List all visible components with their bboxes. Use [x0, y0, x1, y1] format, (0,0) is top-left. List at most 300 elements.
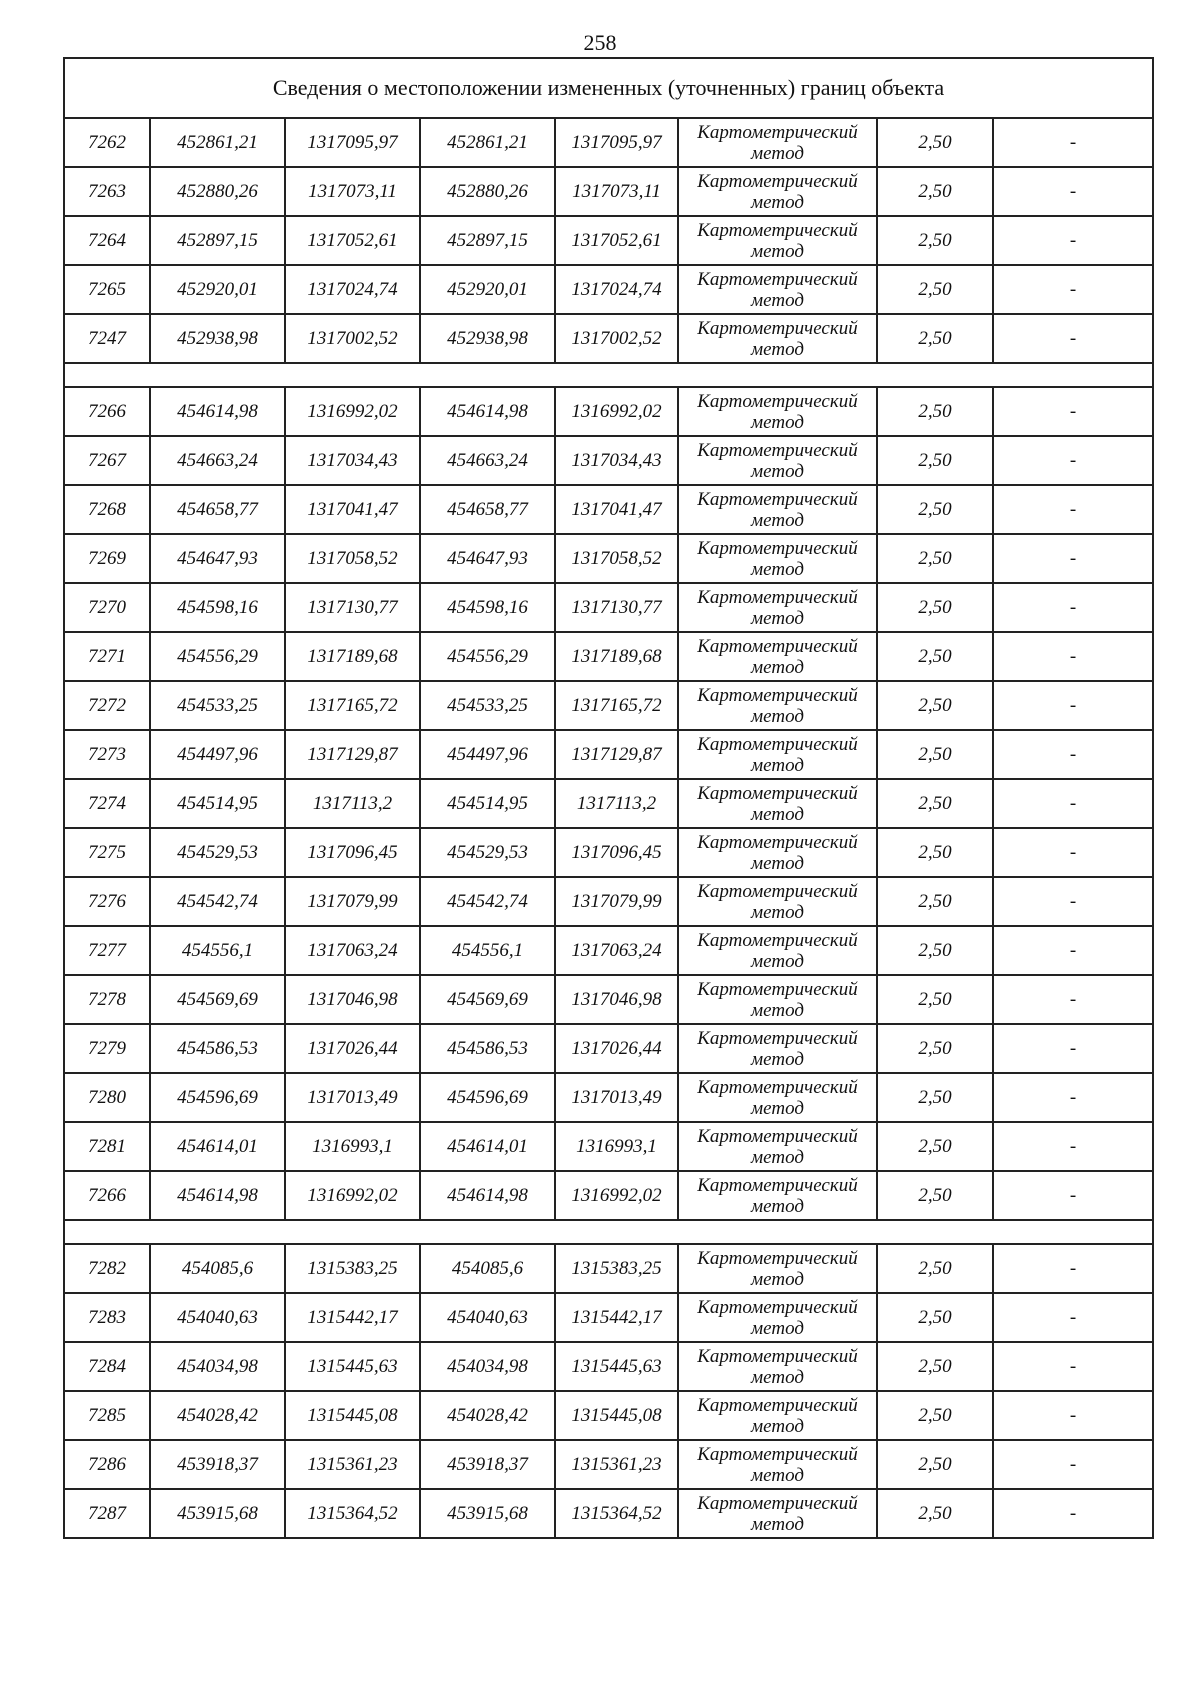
- x-new-cell: 454596,69: [420, 1073, 555, 1122]
- method-cell: [678, 1073, 877, 1122]
- y-existing-cell: 1315361,23: [285, 1440, 420, 1489]
- description-cell: -: [993, 1342, 1153, 1391]
- method-word: Картометрический: [697, 1027, 858, 1049]
- y-new-cell: 1315445,08: [555, 1391, 678, 1440]
- point-number-cell: 7277: [64, 926, 150, 975]
- y-existing-cell: 1317095,97: [285, 118, 420, 167]
- table-row: [64, 1244, 1153, 1293]
- point-number-cell: 7287: [64, 1489, 150, 1538]
- method-word: Картометрический: [697, 439, 858, 461]
- x-existing-cell: 454040,63: [150, 1293, 285, 1342]
- contour-separator-row: [64, 1220, 1153, 1244]
- y-existing-cell: 1317113,2: [285, 779, 420, 828]
- method-cell: [678, 1293, 877, 1342]
- method-cell: [678, 1171, 877, 1220]
- x-existing-cell: 452861,21: [150, 118, 285, 167]
- method-word: метод: [751, 950, 804, 972]
- x-new-cell: 454614,98: [420, 1171, 555, 1220]
- accuracy-cell: 2,50: [877, 387, 993, 436]
- table-row: [64, 730, 1153, 779]
- method-cell: [678, 534, 877, 583]
- x-new-cell: 454647,93: [420, 534, 555, 583]
- accuracy-cell: 2,50: [877, 681, 993, 730]
- method-word: Картометрический: [697, 268, 858, 290]
- y-new-cell: 1316993,1: [555, 1122, 678, 1171]
- method-word: метод: [751, 1415, 804, 1437]
- method-cell: [678, 387, 877, 436]
- description-cell: -: [993, 1073, 1153, 1122]
- y-existing-cell: 1316992,02: [285, 387, 420, 436]
- table-body: [64, 58, 1153, 1538]
- method-cell: [678, 436, 877, 485]
- accuracy-cell: 2,50: [877, 1293, 993, 1342]
- table-row: [64, 1440, 1153, 1489]
- method-cell: [678, 583, 877, 632]
- method-word: метод: [751, 1195, 804, 1217]
- method-word: метод: [751, 509, 804, 531]
- table-row: [64, 387, 1153, 436]
- description-cell: -: [993, 436, 1153, 485]
- x-new-cell: 454034,98: [420, 1342, 555, 1391]
- table-row: [64, 1171, 1153, 1220]
- method-cell: [678, 1024, 877, 1073]
- description-cell: -: [993, 1024, 1153, 1073]
- table-row: [64, 681, 1153, 730]
- contour-separator: [64, 1220, 1153, 1244]
- description-cell: -: [993, 975, 1153, 1024]
- y-new-cell: 1316992,02: [555, 387, 678, 436]
- method-word: Картометрический: [697, 684, 858, 706]
- x-existing-cell: 453918,37: [150, 1440, 285, 1489]
- y-new-cell: 1315442,17: [555, 1293, 678, 1342]
- method-word: метод: [751, 852, 804, 874]
- point-number-cell: 7276: [64, 877, 150, 926]
- method-word: метод: [751, 411, 804, 433]
- y-existing-cell: 1317189,68: [285, 632, 420, 681]
- y-existing-cell: 1317079,99: [285, 877, 420, 926]
- y-existing-cell: 1317052,61: [285, 216, 420, 265]
- point-number-cell: 7266: [64, 387, 150, 436]
- method-cell: [678, 314, 877, 363]
- method-word: Картометрический: [697, 1394, 858, 1416]
- method-word: Картометрический: [697, 978, 858, 1000]
- x-new-cell: 454497,96: [420, 730, 555, 779]
- point-number-cell: 7265: [64, 265, 150, 314]
- method-cell: [678, 681, 877, 730]
- y-existing-cell: 1317058,52: [285, 534, 420, 583]
- point-number-cell: 7278: [64, 975, 150, 1024]
- method-word: Картометрический: [697, 170, 858, 192]
- point-number-cell: 7272: [64, 681, 150, 730]
- method-word: Картометрический: [697, 929, 858, 951]
- y-new-cell: 1317165,72: [555, 681, 678, 730]
- table-row: [64, 314, 1153, 363]
- y-existing-cell: 1317002,52: [285, 314, 420, 363]
- x-existing-cell: 454614,98: [150, 1171, 285, 1220]
- description-cell: -: [993, 1293, 1153, 1342]
- x-existing-cell: 454028,42: [150, 1391, 285, 1440]
- point-number-cell: 7283: [64, 1293, 150, 1342]
- description-cell: -: [993, 828, 1153, 877]
- method-word: Картометрический: [697, 1345, 858, 1367]
- x-existing-cell: 454533,25: [150, 681, 285, 730]
- x-new-cell: 454614,98: [420, 387, 555, 436]
- method-cell: [678, 828, 877, 877]
- x-new-cell: 452897,15: [420, 216, 555, 265]
- y-existing-cell: 1316993,1: [285, 1122, 420, 1171]
- point-number-cell: 7264: [64, 216, 150, 265]
- table-row: [64, 828, 1153, 877]
- y-new-cell: 1317095,97: [555, 118, 678, 167]
- y-existing-cell: 1317026,44: [285, 1024, 420, 1073]
- y-existing-cell: 1317063,24: [285, 926, 420, 975]
- x-new-cell: 454556,1: [420, 926, 555, 975]
- method-cell: [678, 1122, 877, 1171]
- method-word: метод: [751, 1366, 804, 1388]
- method-word: Картометрический: [697, 880, 858, 902]
- method-word: Картометрический: [697, 1296, 858, 1318]
- accuracy-cell: 2,50: [877, 926, 993, 975]
- description-cell: -: [993, 265, 1153, 314]
- y-new-cell: 1317073,11: [555, 167, 678, 216]
- method-cell: [678, 1244, 877, 1293]
- x-existing-cell: 453915,68: [150, 1489, 285, 1538]
- point-number-cell: 7282: [64, 1244, 150, 1293]
- x-new-cell: 454598,16: [420, 583, 555, 632]
- table-row: [64, 1024, 1153, 1073]
- accuracy-cell: 2,50: [877, 167, 993, 216]
- point-number-cell: 7271: [64, 632, 150, 681]
- description-cell: -: [993, 877, 1153, 926]
- method-word: метод: [751, 289, 804, 311]
- accuracy-cell: 2,50: [877, 265, 993, 314]
- x-existing-cell: 454614,98: [150, 387, 285, 436]
- x-new-cell: 454586,53: [420, 1024, 555, 1073]
- method-cell: [678, 779, 877, 828]
- table-row: [64, 1293, 1153, 1342]
- y-new-cell: 1317096,45: [555, 828, 678, 877]
- method-word: метод: [751, 901, 804, 923]
- method-word: метод: [751, 656, 804, 678]
- x-existing-cell: 454514,95: [150, 779, 285, 828]
- x-new-cell: 454514,95: [420, 779, 555, 828]
- accuracy-cell: 2,50: [877, 1122, 993, 1171]
- method-word: Картометрический: [697, 831, 858, 853]
- x-new-cell: 454542,74: [420, 877, 555, 926]
- x-existing-cell: 454598,16: [150, 583, 285, 632]
- y-new-cell: 1315445,63: [555, 1342, 678, 1391]
- point-number-cell: 7285: [64, 1391, 150, 1440]
- y-new-cell: 1317024,74: [555, 265, 678, 314]
- method-word: Картометрический: [697, 635, 858, 657]
- method-cell: [678, 926, 877, 975]
- x-new-cell: 452880,26: [420, 167, 555, 216]
- y-new-cell: 1317113,2: [555, 779, 678, 828]
- y-new-cell: 1315364,52: [555, 1489, 678, 1538]
- y-existing-cell: 1317034,43: [285, 436, 420, 485]
- y-new-cell: 1317041,47: [555, 485, 678, 534]
- method-word: метод: [751, 142, 804, 164]
- table-row: [64, 632, 1153, 681]
- method-cell: [678, 118, 877, 167]
- method-word: Картометрический: [697, 1174, 858, 1196]
- accuracy-cell: 2,50: [877, 877, 993, 926]
- table-row: [64, 1073, 1153, 1122]
- method-cell: [678, 632, 877, 681]
- x-existing-cell: 454647,93: [150, 534, 285, 583]
- y-new-cell: 1317002,52: [555, 314, 678, 363]
- method-word: метод: [751, 1097, 804, 1119]
- description-cell: -: [993, 387, 1153, 436]
- y-new-cell: 1317052,61: [555, 216, 678, 265]
- method-cell: [678, 975, 877, 1024]
- x-new-cell: 454533,25: [420, 681, 555, 730]
- y-new-cell: 1317063,24: [555, 926, 678, 975]
- x-existing-cell: 452897,15: [150, 216, 285, 265]
- point-number-cell: 7269: [64, 534, 150, 583]
- method-word: метод: [751, 1268, 804, 1290]
- contour-separator-row: [64, 363, 1153, 387]
- y-new-cell: 1315361,23: [555, 1440, 678, 1489]
- x-existing-cell: 454596,69: [150, 1073, 285, 1122]
- x-new-cell: 454085,6: [420, 1244, 555, 1293]
- x-existing-cell: 454529,53: [150, 828, 285, 877]
- method-word: Картометрический: [697, 782, 858, 804]
- point-number-cell: 7284: [64, 1342, 150, 1391]
- description-cell: -: [993, 1489, 1153, 1538]
- method-word: метод: [751, 460, 804, 482]
- y-existing-cell: 1315445,63: [285, 1342, 420, 1391]
- description-cell: -: [993, 485, 1153, 534]
- table-row: [64, 926, 1153, 975]
- x-existing-cell: 454556,29: [150, 632, 285, 681]
- accuracy-cell: 2,50: [877, 216, 993, 265]
- y-existing-cell: 1315442,17: [285, 1293, 420, 1342]
- method-word: метод: [751, 705, 804, 727]
- method-word: метод: [751, 1317, 804, 1339]
- point-number-cell: 7262: [64, 118, 150, 167]
- description-cell: -: [993, 926, 1153, 975]
- table-row: [64, 265, 1153, 314]
- method-word: метод: [751, 1048, 804, 1070]
- x-new-cell: 454040,63: [420, 1293, 555, 1342]
- accuracy-cell: 2,50: [877, 436, 993, 485]
- y-new-cell: 1317046,98: [555, 975, 678, 1024]
- method-word: метод: [751, 240, 804, 262]
- description-cell: -: [993, 216, 1153, 265]
- y-existing-cell: 1317013,49: [285, 1073, 420, 1122]
- table-row: [64, 975, 1153, 1024]
- y-existing-cell: 1316992,02: [285, 1171, 420, 1220]
- table-title: Сведения о местоположении измененных (уточненных) границ объекта: [64, 58, 1153, 118]
- method-word: Картометрический: [697, 121, 858, 143]
- x-existing-cell: 454569,69: [150, 975, 285, 1024]
- point-number-cell: 7263: [64, 167, 150, 216]
- point-number-cell: 7275: [64, 828, 150, 877]
- x-existing-cell: 454658,77: [150, 485, 285, 534]
- method-cell: [678, 485, 877, 534]
- x-new-cell: 454569,69: [420, 975, 555, 1024]
- x-existing-cell: 452920,01: [150, 265, 285, 314]
- x-new-cell: 454529,53: [420, 828, 555, 877]
- description-cell: -: [993, 534, 1153, 583]
- table-row: [64, 877, 1153, 926]
- table-row: [64, 1489, 1153, 1538]
- method-word: Картометрический: [697, 1076, 858, 1098]
- accuracy-cell: 2,50: [877, 1073, 993, 1122]
- y-new-cell: 1317058,52: [555, 534, 678, 583]
- description-cell: -: [993, 1244, 1153, 1293]
- table-row: [64, 534, 1153, 583]
- x-existing-cell: 454085,6: [150, 1244, 285, 1293]
- description-cell: -: [993, 779, 1153, 828]
- method-cell: [678, 1440, 877, 1489]
- method-word: Картометрический: [697, 537, 858, 559]
- method-word: метод: [751, 558, 804, 580]
- y-new-cell: 1317129,87: [555, 730, 678, 779]
- accuracy-cell: 2,50: [877, 1440, 993, 1489]
- y-existing-cell: 1315445,08: [285, 1391, 420, 1440]
- x-new-cell: 454028,42: [420, 1391, 555, 1440]
- method-word: Картометрический: [697, 733, 858, 755]
- point-number-cell: 7281: [64, 1122, 150, 1171]
- x-new-cell: 454556,29: [420, 632, 555, 681]
- method-word: метод: [751, 754, 804, 776]
- x-new-cell: 452861,21: [420, 118, 555, 167]
- method-word: Картометрический: [697, 586, 858, 608]
- point-number-cell: 7279: [64, 1024, 150, 1073]
- accuracy-cell: 2,50: [877, 730, 993, 779]
- description-cell: -: [993, 1391, 1153, 1440]
- x-new-cell: 454663,24: [420, 436, 555, 485]
- method-word: метод: [751, 803, 804, 825]
- x-existing-cell: 454556,1: [150, 926, 285, 975]
- method-word: Картометрический: [697, 317, 858, 339]
- x-new-cell: 453915,68: [420, 1489, 555, 1538]
- x-existing-cell: 454542,74: [150, 877, 285, 926]
- point-number-cell: 7286: [64, 1440, 150, 1489]
- method-cell: [678, 1342, 877, 1391]
- method-cell: [678, 730, 877, 779]
- y-existing-cell: 1317129,87: [285, 730, 420, 779]
- y-existing-cell: 1317046,98: [285, 975, 420, 1024]
- point-number-cell: 7273: [64, 730, 150, 779]
- y-existing-cell: 1315364,52: [285, 1489, 420, 1538]
- method-word: метод: [751, 191, 804, 213]
- y-new-cell: 1316992,02: [555, 1171, 678, 1220]
- description-cell: -: [993, 730, 1153, 779]
- x-existing-cell: 452880,26: [150, 167, 285, 216]
- accuracy-cell: 2,50: [877, 534, 993, 583]
- method-word: метод: [751, 1146, 804, 1168]
- y-existing-cell: 1317041,47: [285, 485, 420, 534]
- contour-separator: [64, 363, 1153, 387]
- y-existing-cell: 1317024,74: [285, 265, 420, 314]
- table-row: [64, 485, 1153, 534]
- x-new-cell: 452920,01: [420, 265, 555, 314]
- page-number: 258: [583, 30, 617, 55]
- table-row: [64, 118, 1153, 167]
- x-existing-cell: 454497,96: [150, 730, 285, 779]
- accuracy-cell: 2,50: [877, 828, 993, 877]
- x-existing-cell: 454663,24: [150, 436, 285, 485]
- description-cell: -: [993, 118, 1153, 167]
- table-row: [64, 583, 1153, 632]
- method-cell: [678, 1391, 877, 1440]
- y-new-cell: 1317130,77: [555, 583, 678, 632]
- description-cell: -: [993, 1440, 1153, 1489]
- accuracy-cell: 2,50: [877, 1024, 993, 1073]
- method-word: Картометрический: [697, 219, 858, 241]
- method-word: Картометрический: [697, 1492, 858, 1514]
- description-cell: -: [993, 632, 1153, 681]
- description-cell: -: [993, 681, 1153, 730]
- point-number-cell: 7274: [64, 779, 150, 828]
- accuracy-cell: 2,50: [877, 1171, 993, 1220]
- x-existing-cell: 454614,01: [150, 1122, 285, 1171]
- x-existing-cell: 454034,98: [150, 1342, 285, 1391]
- method-cell: [678, 1489, 877, 1538]
- y-new-cell: 1315383,25: [555, 1244, 678, 1293]
- y-new-cell: 1317034,43: [555, 436, 678, 485]
- point-number-cell: 7266: [64, 1171, 150, 1220]
- x-new-cell: 454658,77: [420, 485, 555, 534]
- table-row: [64, 1122, 1153, 1171]
- method-cell: [678, 167, 877, 216]
- method-cell: [678, 877, 877, 926]
- y-new-cell: 1317026,44: [555, 1024, 678, 1073]
- table-row: [64, 436, 1153, 485]
- method-word: Картометрический: [697, 390, 858, 412]
- method-word: метод: [751, 338, 804, 360]
- table-row: [64, 779, 1153, 828]
- table-row: [64, 1391, 1153, 1440]
- y-existing-cell: 1317130,77: [285, 583, 420, 632]
- description-cell: -: [993, 1122, 1153, 1171]
- point-number-cell: 7267: [64, 436, 150, 485]
- x-existing-cell: 454586,53: [150, 1024, 285, 1073]
- description-cell: -: [993, 583, 1153, 632]
- y-new-cell: 1317013,49: [555, 1073, 678, 1122]
- table-row: [64, 167, 1153, 216]
- point-number-cell: 7268: [64, 485, 150, 534]
- table-row: [64, 216, 1153, 265]
- accuracy-cell: 2,50: [877, 118, 993, 167]
- accuracy-cell: 2,50: [877, 1244, 993, 1293]
- y-existing-cell: 1317165,72: [285, 681, 420, 730]
- y-new-cell: 1317189,68: [555, 632, 678, 681]
- boundary-coordinates-table: [63, 57, 1154, 1539]
- method-word: метод: [751, 1513, 804, 1535]
- x-new-cell: 453918,37: [420, 1440, 555, 1489]
- y-existing-cell: 1317096,45: [285, 828, 420, 877]
- table-row: [64, 1342, 1153, 1391]
- x-new-cell: 452938,98: [420, 314, 555, 363]
- method-word: метод: [751, 1464, 804, 1486]
- accuracy-cell: 2,50: [877, 314, 993, 363]
- y-new-cell: 1317079,99: [555, 877, 678, 926]
- accuracy-cell: 2,50: [877, 975, 993, 1024]
- accuracy-cell: 2,50: [877, 485, 993, 534]
- y-existing-cell: 1315383,25: [285, 1244, 420, 1293]
- method-word: Картометрический: [697, 1125, 858, 1147]
- method-word: метод: [751, 999, 804, 1021]
- description-cell: -: [993, 314, 1153, 363]
- point-number-cell: 7280: [64, 1073, 150, 1122]
- x-new-cell: 454614,01: [420, 1122, 555, 1171]
- accuracy-cell: 2,50: [877, 779, 993, 828]
- point-number-cell: 7247: [64, 314, 150, 363]
